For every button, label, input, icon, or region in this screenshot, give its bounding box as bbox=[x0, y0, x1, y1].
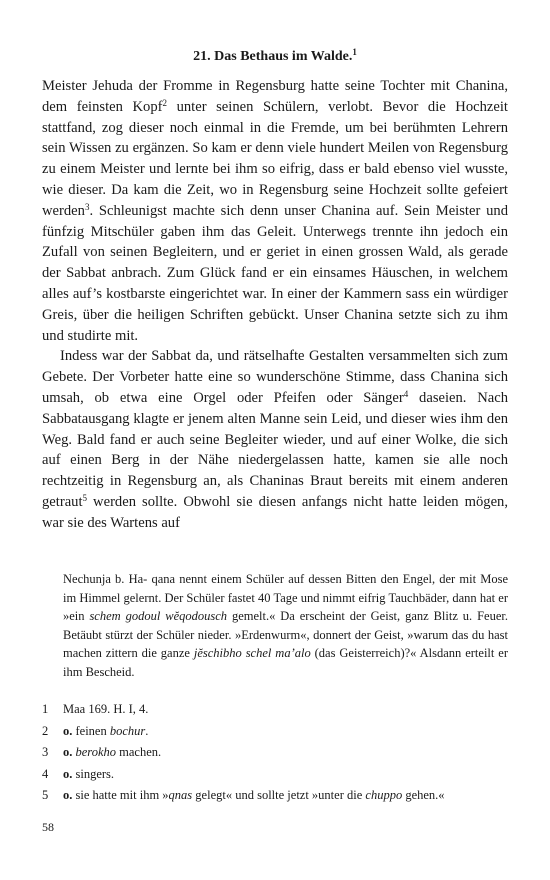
footnote-5: 5 o. sie hatte mit ihm »qnas gelegt« und sollte jetzt »unter die chuppo gehen.« bbox=[42, 788, 445, 803]
footnote-1: 1 Maa 169. H. I, 4. bbox=[42, 702, 149, 716]
footnote-2: 2 o. feinen bochur. bbox=[42, 723, 149, 738]
footnote-ref-1[interactable]: 1 bbox=[352, 47, 357, 57]
footnote-ref-5[interactable]: 5 bbox=[82, 492, 88, 503]
page-number: 58 bbox=[42, 820, 54, 834]
footnote-ref-2[interactable]: 2 bbox=[162, 97, 167, 108]
main-text bbox=[42, 76, 508, 534]
paragraph-2: Indess war der Sabbat da, und rätselhafte Gestalten versammelten sich zum Gebete. Der Vorbeter hatte eine so wunderschöne Stimme, dass Chanina sich umsah, ob etwa eine Orgel oder Pfeifen oder Sänger$^4$ daseien. Nach Sabbatausgang klagte er jenem alten Manne sein Leid, und dieser wies ihm den Weg. Bald fand er auch seine Begleiter wieder, und auf einer Wolke, die sich auf einen Berg in der Nähe niedergelassen hatte, kamen sie alle noch rechtzeitig in Regensburg an, als Chaninas Braut bereits mit einem anderen getraut$^5$ werden sollte. Obwohl sie diesen anfangs nicht hatte leiden mögen, war sie des Wartens auf bbox=[42, 348, 508, 531]
paragraph-1: Meister Jehuda der Fromme in Regensburg hatte seine Tochter mit Chanina, dem feinsten Kopf$^2$ unter seinen Schülern, verlobt. Bevor die Hochzeit stattfand, zog dieser noch einmal in die Fremde, um bei berühmten Lehrern sein Wissen zu ergänzen. So kam er denn viele hundert Meilen von Regensburg zu einem Meister und lernte bei ihm so eifrig, dass er bald ebenso viel wusste, wie dieser. Da kam die Zeit, wo in Regensburg seine Hochzeit sollte gefeiert werden$^3$. Schleunigst machte sich denn unser Chanina auf. Sein Meister und fünfzig Mitschüler gaben ihm das Geleit. Unterwegs trennte ihn jedoch ein Zufall von seinen Begleitern, und er geriet in einen grossen Wald, als gerade der Sabbat anbrach. Zum Glück fand er ein einsames Häuschen, in welchem alles auf’s kostbarste eingerichtet war. In einer der Kammern sass ein würdiger Greis, über die heiligen Schriften gebückt. Unser Chanina setzte sich zu ihm und studirte mit. bbox=[42, 78, 508, 344]
footnotes-list bbox=[42, 700, 508, 808]
chapter-title bbox=[42, 48, 508, 66]
footnote-ref-3[interactable]: 3 bbox=[84, 201, 90, 212]
footnote-ref-4[interactable]: 4 bbox=[403, 388, 409, 399]
chapter-title-text: 21. Das Bethaus im Walde. bbox=[193, 49, 353, 64]
footnote-continuation: Nechunja b. Ha- qana nennt einem Schüler auf dessen Bitten den Engel, der mit Mose im Himmel gelernt. Der Schüler fastet 40 Tage und nimmt eifrig Tauchbäder, dann hat er »ein schem godoul wĕqodousch gemelt.« Da erscheint der Geist, ganz Blitz u. Feuer. Betäubt stürzt der Schüler nieder. »Erdenwurm«, donnert der Geist, »warum das du hast machen zittern die ganze jĕschibho schel ma’alo (das Geisterreich)?« Alsdann erteilt er ihm Bescheid. bbox=[63, 572, 508, 679]
footnote-3: 3 o. berokho machen. bbox=[42, 745, 162, 760]
footnote-4: 4 o. singers. bbox=[42, 766, 115, 781]
